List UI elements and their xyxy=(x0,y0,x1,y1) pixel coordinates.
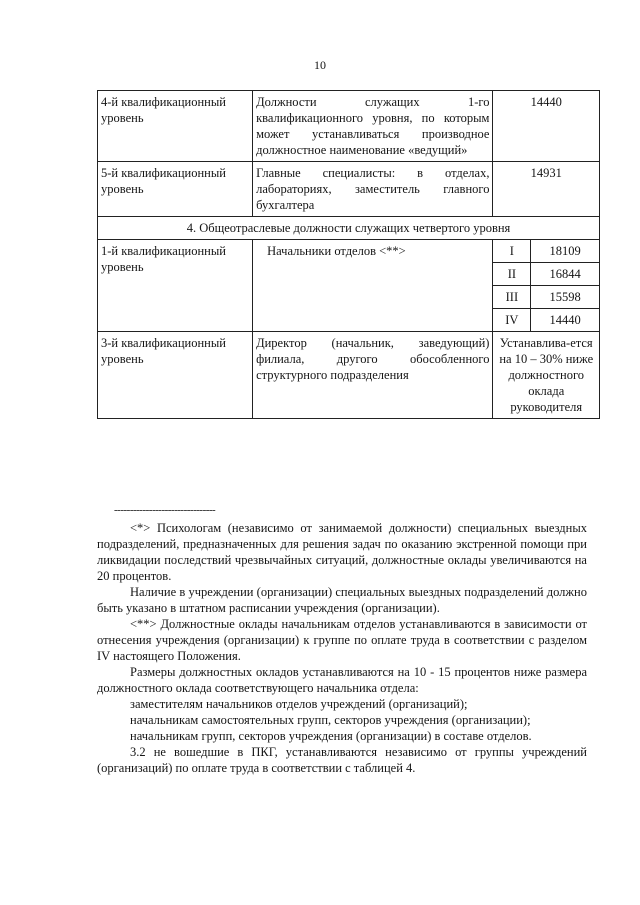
level-cell: 5-й квалификационный уровень xyxy=(98,162,253,217)
salary-cell: 14440 xyxy=(493,91,600,162)
group-cell: IV xyxy=(493,309,531,332)
position-cell: Главные специалисты: в отделах, лабораториях, заместитель главного бухгалтера xyxy=(253,162,493,217)
footnotes xyxy=(97,520,587,776)
level-cell: 4-й квалификационный уровень xyxy=(98,91,253,162)
table-row xyxy=(98,240,600,263)
footnote-paragraph: заместителям начальников отделов учреждений (организаций); xyxy=(130,697,468,711)
amount-cell: 18109 xyxy=(531,240,600,263)
footnote-paragraph: Наличие в учреждении (организации) специальных выездных подразделений должно быть указано в штатном расписании учреждения (организации). xyxy=(97,585,587,615)
footnote-paragraph: 3.2 не вошедшие в ПКГ, устанавливаются независимо от группы учреждений (организаций) по оплате труда в соответствии с таблицей 4. xyxy=(97,745,587,775)
footnote-separator: -------------------------------- xyxy=(114,504,216,516)
amount-cell: 14440 xyxy=(531,309,600,332)
level-cell: 1-й квалификационный уровень xyxy=(98,240,253,332)
salary-table xyxy=(97,90,600,419)
footnote-paragraph: начальникам групп, секторов учреждения (организации) в составе отделов. xyxy=(130,729,532,743)
table-row xyxy=(98,91,600,162)
footnote-paragraph: <*> Психологам (независимо от занимаемой должности) специальных выездных подразделений, предназначенных для решения задач по оказанию экстренной помощи при ликвидации последствий чрезвычайных ситуаций, должностные оклады увеличиваются на 20 процентов. xyxy=(97,521,587,583)
amount-cell: 16844 xyxy=(531,263,600,286)
salary-note-cell: Устанавлива-ется на 10 – 30% ниже должностного оклада руководителя xyxy=(493,332,600,419)
section-header: 4. Общеотраслевые должности служащих четвертого уровня xyxy=(98,217,600,240)
footnote-paragraph: начальникам самостоятельных групп, секторов учреждения (организации); xyxy=(130,713,531,727)
position-cell: Должности служащих 1-го квалификационного уровня, по которым может устанавливаться производное должностное наименование «ведущий» xyxy=(253,91,493,162)
position-cell: Начальники отделов <**> xyxy=(253,240,493,332)
position-cell: Директор (начальник, заведующий) филиала, другого обособленного структурного подразделения xyxy=(253,332,493,419)
level-cell: 3-й квалификационный уровень xyxy=(98,332,253,419)
table-row xyxy=(98,332,600,419)
table-row xyxy=(98,162,600,217)
page-number: 10 xyxy=(314,58,326,72)
salary-cell: 14931 xyxy=(493,162,600,217)
amount-cell: 15598 xyxy=(531,286,600,309)
group-cell: II xyxy=(493,263,531,286)
group-cell: III xyxy=(493,286,531,309)
footnote-paragraph: <**> Должностные оклады начальникам отделов устанавливаются в зависимости от отнесения учреждения (организации) к группе по оплате труда в соответствии с разделом IV настоящего Положения. xyxy=(97,617,587,663)
group-cell: I xyxy=(493,240,531,263)
footnote-paragraph: Размеры должностных окладов устанавливаются на 10 - 15 процентов ниже размера должностного оклада соответствующего начальника отдела: xyxy=(97,665,587,695)
section-row xyxy=(98,217,600,240)
